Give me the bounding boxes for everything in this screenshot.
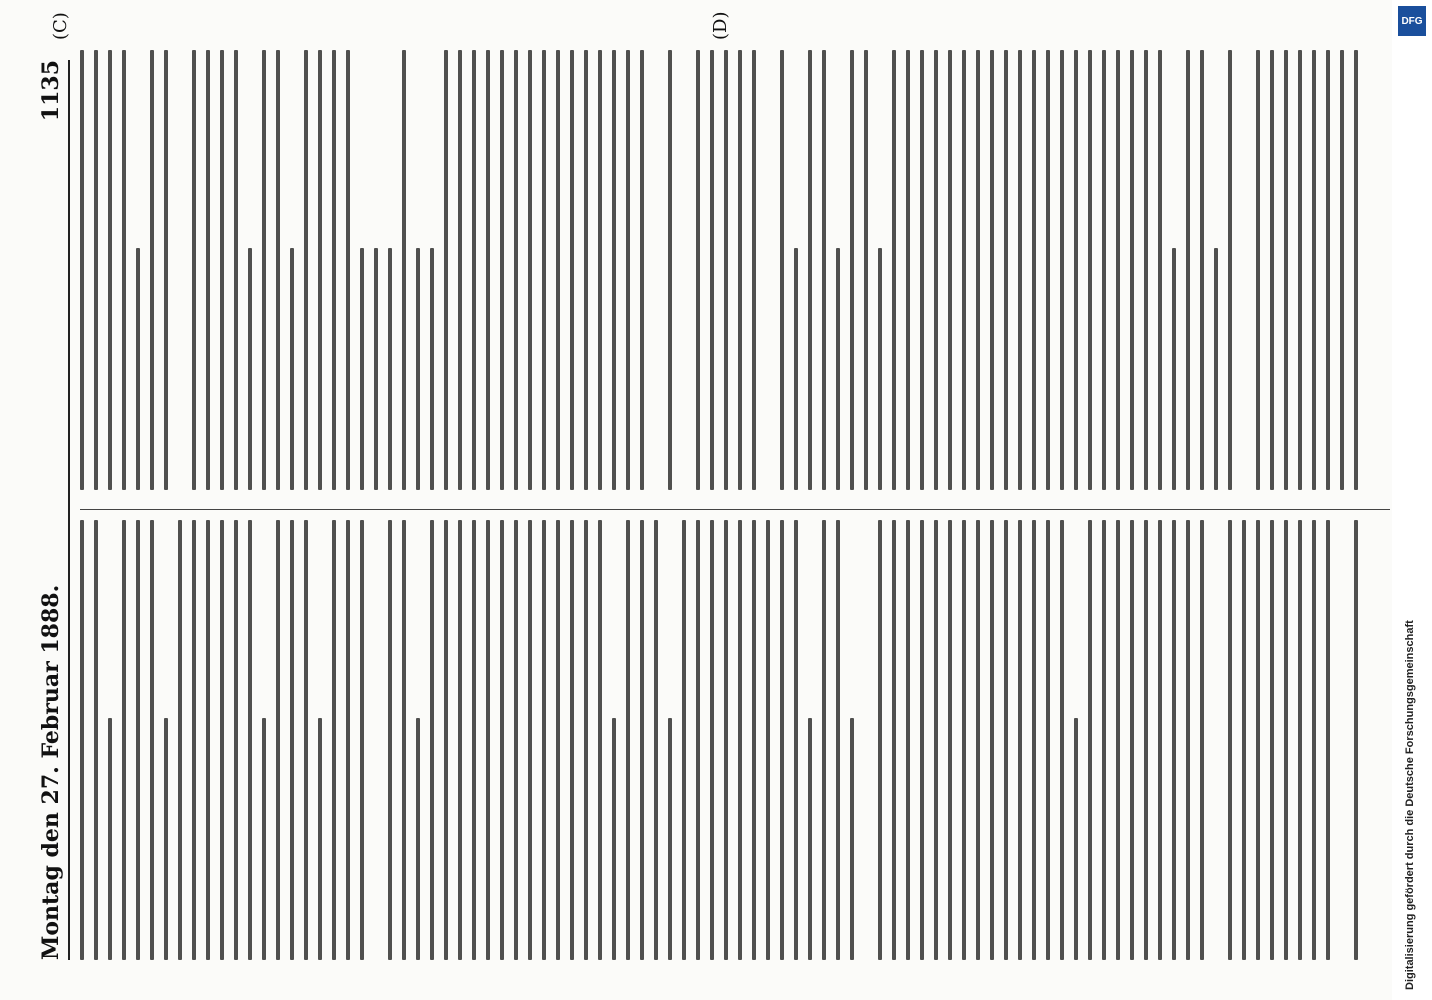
digitization-notice bbox=[1392, 0, 1432, 1000]
right-column bbox=[80, 50, 1390, 490]
text-line bbox=[836, 520, 840, 960]
text-line bbox=[164, 50, 168, 490]
text-line bbox=[710, 50, 714, 490]
text-line bbox=[122, 520, 126, 960]
text-line bbox=[1284, 520, 1288, 960]
text-line bbox=[136, 520, 140, 960]
text-line bbox=[878, 520, 882, 960]
text-line bbox=[80, 520, 84, 960]
text-line bbox=[1158, 50, 1162, 490]
text-line bbox=[1186, 520, 1190, 960]
text-line bbox=[864, 520, 868, 960]
margin-marker-c: (C) bbox=[50, 12, 71, 40]
text-line bbox=[1004, 50, 1008, 490]
text-line bbox=[1088, 50, 1092, 490]
text-line bbox=[850, 718, 854, 960]
notice-text: Digitalisierung gefördert durch die Deutsche Forschungsgemeinschaft bbox=[1404, 620, 1416, 990]
text-line bbox=[1004, 520, 1008, 960]
text-line bbox=[1270, 50, 1274, 490]
text-line bbox=[1172, 520, 1176, 960]
text-line bbox=[290, 248, 294, 490]
text-line bbox=[178, 520, 182, 960]
text-line bbox=[430, 248, 434, 490]
text-line bbox=[500, 50, 504, 490]
text-line bbox=[710, 520, 714, 960]
text-line bbox=[94, 520, 98, 960]
text-line bbox=[1046, 520, 1050, 960]
text-line bbox=[920, 520, 924, 960]
text-line bbox=[1256, 50, 1260, 490]
text-line bbox=[766, 50, 770, 490]
text-line bbox=[612, 718, 616, 960]
text-line bbox=[388, 520, 392, 960]
text-line bbox=[402, 520, 406, 960]
text-line bbox=[304, 520, 308, 960]
text-line bbox=[472, 520, 476, 960]
text-line bbox=[94, 50, 98, 490]
text-line bbox=[766, 520, 770, 960]
text-line bbox=[1242, 520, 1246, 960]
text-line bbox=[682, 50, 686, 490]
text-line bbox=[1312, 50, 1316, 490]
text-line bbox=[794, 248, 798, 490]
text-line bbox=[892, 520, 896, 960]
text-line bbox=[1074, 50, 1078, 490]
text-line bbox=[1270, 520, 1274, 960]
text-line bbox=[738, 50, 742, 490]
text-line bbox=[1046, 50, 1050, 490]
text-line bbox=[346, 50, 350, 490]
margin-marker-d: (D) bbox=[710, 11, 731, 40]
text-line bbox=[962, 50, 966, 490]
text-line bbox=[640, 520, 644, 960]
text-line bbox=[374, 248, 378, 490]
text-line bbox=[598, 520, 602, 960]
text-line bbox=[640, 50, 644, 490]
text-line bbox=[122, 50, 126, 490]
text-line bbox=[1242, 50, 1246, 490]
text-line bbox=[794, 520, 798, 960]
text-line bbox=[1144, 50, 1148, 490]
text-line bbox=[542, 520, 546, 960]
text-line bbox=[220, 50, 224, 490]
text-line bbox=[892, 50, 896, 490]
text-line bbox=[276, 50, 280, 490]
text-line bbox=[906, 520, 910, 960]
text-line bbox=[1312, 520, 1316, 960]
text-line bbox=[556, 520, 560, 960]
text-line bbox=[738, 520, 742, 960]
header-rule bbox=[68, 60, 70, 960]
text-line bbox=[1074, 718, 1078, 960]
text-line bbox=[668, 50, 672, 490]
text-line bbox=[626, 50, 630, 490]
text-line bbox=[934, 520, 938, 960]
text-line bbox=[990, 520, 994, 960]
text-line bbox=[360, 248, 364, 490]
text-line bbox=[444, 50, 448, 490]
text-line bbox=[626, 520, 630, 960]
page-header bbox=[30, 60, 70, 960]
text-line bbox=[108, 50, 112, 490]
text-line bbox=[444, 520, 448, 960]
page-number: 1135 bbox=[38, 60, 64, 122]
text-line bbox=[1018, 520, 1022, 960]
text-line bbox=[542, 50, 546, 490]
text-line bbox=[178, 50, 182, 490]
dfg-logo: DFG bbox=[1398, 6, 1426, 36]
text-line bbox=[976, 520, 980, 960]
text-line bbox=[1228, 520, 1232, 960]
text-line bbox=[346, 520, 350, 960]
text-line bbox=[556, 50, 560, 490]
text-line bbox=[1102, 50, 1106, 490]
text-line bbox=[1298, 520, 1302, 960]
text-line bbox=[696, 50, 700, 490]
text-line bbox=[150, 520, 154, 960]
text-line bbox=[696, 520, 700, 960]
text-line bbox=[192, 520, 196, 960]
text-line bbox=[1060, 50, 1064, 490]
text-line bbox=[1032, 50, 1036, 490]
text-line bbox=[136, 248, 140, 490]
text-line bbox=[822, 50, 826, 490]
text-line bbox=[500, 520, 504, 960]
text-line bbox=[1144, 520, 1148, 960]
text-line bbox=[584, 520, 588, 960]
text-line bbox=[1116, 520, 1120, 960]
text-line bbox=[220, 520, 224, 960]
text-line bbox=[906, 50, 910, 490]
text-line bbox=[416, 248, 420, 490]
text-line bbox=[822, 520, 826, 960]
text-line bbox=[598, 50, 602, 490]
text-line bbox=[1060, 520, 1064, 960]
text-line bbox=[1326, 50, 1330, 490]
text-line bbox=[1200, 520, 1204, 960]
text-line bbox=[150, 50, 154, 490]
text-line bbox=[1200, 50, 1204, 490]
text-line bbox=[934, 50, 938, 490]
text-line bbox=[668, 718, 672, 960]
text-line bbox=[360, 520, 364, 960]
text-line bbox=[528, 50, 532, 490]
text-line bbox=[962, 520, 966, 960]
text-line bbox=[416, 718, 420, 960]
text-line bbox=[458, 50, 462, 490]
text-line bbox=[864, 50, 868, 490]
page-title: Montag den 27. Februar 1888. bbox=[38, 584, 64, 960]
text-line bbox=[1186, 50, 1190, 490]
text-line bbox=[724, 50, 728, 490]
text-line bbox=[570, 520, 574, 960]
text-line bbox=[780, 50, 784, 490]
text-line bbox=[304, 50, 308, 490]
text-line bbox=[192, 50, 196, 490]
text-line bbox=[402, 50, 406, 490]
text-line bbox=[1214, 520, 1218, 960]
text-line bbox=[1018, 50, 1022, 490]
text-line bbox=[290, 520, 294, 960]
text-line bbox=[318, 718, 322, 960]
text-line bbox=[248, 248, 252, 490]
text-line bbox=[976, 50, 980, 490]
text-line bbox=[1116, 50, 1120, 490]
text-line bbox=[514, 50, 518, 490]
text-line bbox=[724, 520, 728, 960]
text-line bbox=[262, 50, 266, 490]
text-line bbox=[990, 50, 994, 490]
text-line bbox=[528, 520, 532, 960]
text-line bbox=[612, 50, 616, 490]
text-line bbox=[1326, 520, 1330, 960]
text-line bbox=[1354, 520, 1358, 960]
text-line bbox=[458, 520, 462, 960]
text-line bbox=[248, 520, 252, 960]
text-line bbox=[1354, 50, 1358, 490]
text-line bbox=[206, 520, 210, 960]
text-line bbox=[1172, 248, 1176, 490]
text-line bbox=[570, 50, 574, 490]
text-line bbox=[1298, 50, 1302, 490]
text-line bbox=[374, 520, 378, 960]
journal-page bbox=[10, 0, 1410, 1000]
text-line bbox=[332, 520, 336, 960]
text-line bbox=[164, 718, 168, 960]
text-line bbox=[108, 718, 112, 960]
left-column bbox=[80, 520, 1390, 960]
text-line bbox=[262, 718, 266, 960]
text-line bbox=[752, 520, 756, 960]
text-line bbox=[332, 50, 336, 490]
text-line bbox=[486, 520, 490, 960]
text-line bbox=[1158, 520, 1162, 960]
text-line bbox=[654, 520, 658, 960]
text-line bbox=[584, 50, 588, 490]
column-divider bbox=[80, 509, 1390, 510]
text-line bbox=[948, 520, 952, 960]
text-line bbox=[486, 50, 490, 490]
text-line bbox=[1032, 520, 1036, 960]
text-line bbox=[234, 50, 238, 490]
text-line bbox=[752, 50, 756, 490]
text-line bbox=[920, 50, 924, 490]
text-line bbox=[1340, 520, 1344, 960]
text-line bbox=[234, 520, 238, 960]
text-line bbox=[1256, 520, 1260, 960]
text-line bbox=[808, 718, 812, 960]
text-line bbox=[514, 520, 518, 960]
text-line bbox=[1340, 50, 1344, 490]
text-line bbox=[1228, 50, 1232, 490]
text-line bbox=[682, 520, 686, 960]
text-line bbox=[206, 50, 210, 490]
text-line bbox=[1130, 520, 1134, 960]
text-line bbox=[276, 520, 280, 960]
text-line bbox=[80, 50, 84, 490]
text-line bbox=[878, 248, 882, 490]
text-line bbox=[430, 520, 434, 960]
text-line bbox=[1284, 50, 1288, 490]
text-line bbox=[654, 50, 658, 490]
text-line bbox=[1088, 520, 1092, 960]
text-line bbox=[388, 248, 392, 490]
text-line bbox=[1102, 520, 1106, 960]
text-line bbox=[1130, 50, 1134, 490]
text-line bbox=[836, 248, 840, 490]
text-line bbox=[472, 50, 476, 490]
text-line bbox=[1214, 248, 1218, 490]
text-line bbox=[780, 520, 784, 960]
text-line bbox=[318, 50, 322, 490]
text-line bbox=[948, 50, 952, 490]
text-line bbox=[850, 50, 854, 490]
text-line bbox=[808, 50, 812, 490]
